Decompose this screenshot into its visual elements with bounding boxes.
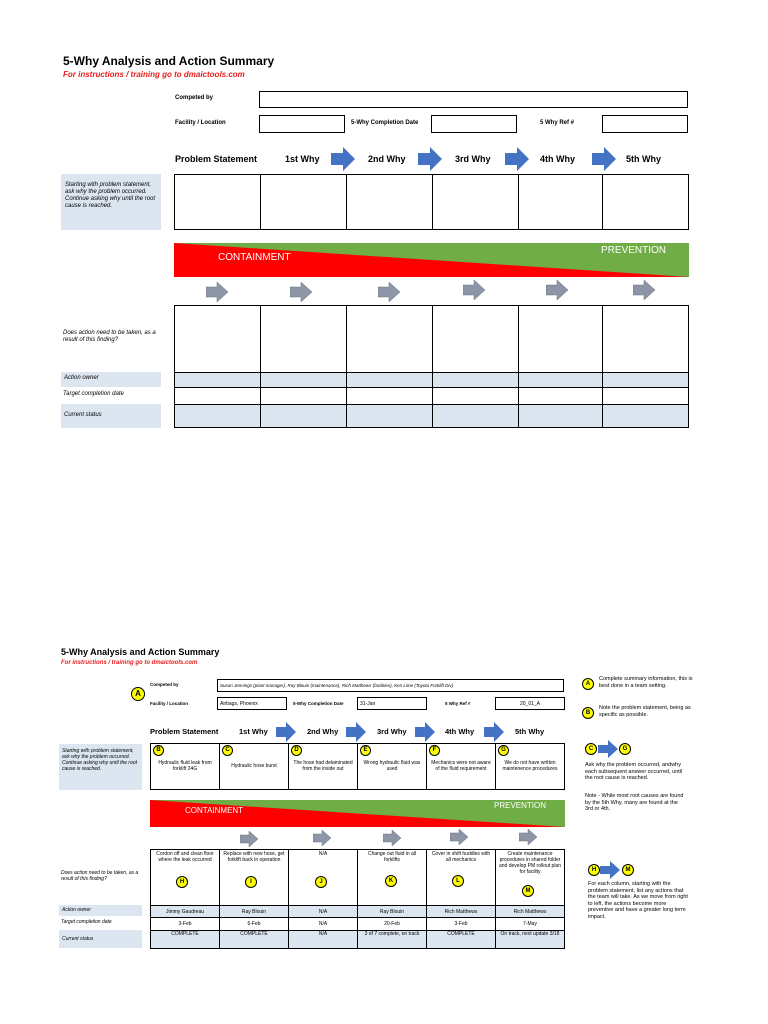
why-2-cell[interactable] (346, 174, 433, 230)
blue-arrow-icon (415, 722, 435, 742)
status-cell[interactable] (518, 404, 603, 428)
blue-arrow-icon (598, 740, 618, 758)
marker-h: H (176, 876, 188, 888)
why-text: The hose had delaminated from the inside out (293, 760, 353, 772)
owner-cell[interactable]: Rich Matthews (495, 905, 565, 918)
why-text: Hydraulic hose burst (231, 763, 277, 769)
action-cell-1[interactable] (174, 305, 261, 373)
example-ref-label: 5 Why Ref # (445, 701, 471, 706)
marker-j: J (315, 876, 327, 888)
note-marker-c: C (585, 743, 597, 755)
date-cell[interactable]: 7-May (495, 917, 565, 931)
note-marker-g: G (619, 743, 631, 755)
marker-d: D (291, 745, 302, 756)
header-problem-statement: Problem Statement (175, 154, 258, 164)
completion-date-label: 5-Why Completion Date (351, 120, 419, 126)
example-header-problem-statement: Problem Statement (150, 727, 219, 736)
date-cell[interactable] (174, 387, 261, 405)
problem-instructions: Starting with problem statement, ask why the problem occurred. Continue asking why until the root cause is reached. (61, 174, 161, 230)
example-completion-date-field[interactable]: 31-Jan (357, 697, 427, 710)
page-title: 5-Why Analysis and Action Summary (63, 54, 275, 68)
blue-arrow-icon (600, 861, 620, 879)
action-text: Change out fluid in all forklifts (367, 851, 417, 863)
example-prevention-label: PREVENTION (494, 801, 547, 810)
owner-cell[interactable] (432, 372, 519, 388)
owner-cell[interactable] (518, 372, 603, 388)
blue-arrow-icon (592, 147, 616, 171)
owner-cell[interactable]: N/A (288, 905, 358, 918)
why-text: We do not have written maintenence procedures (502, 760, 558, 772)
example-action-owner-label: Action owner (59, 905, 142, 916)
action-question: Does action need to be taken, as a result of this finding? (63, 330, 156, 343)
example-action-cell-6[interactable] (495, 849, 565, 906)
owner-cell[interactable]: Jimmy Gaudreau (150, 905, 220, 918)
date-cell[interactable] (518, 387, 603, 405)
action-cell-5[interactable] (518, 305, 603, 373)
marker-i: I (245, 876, 257, 888)
marker-b: B (153, 745, 164, 756)
marker-m: M (522, 885, 534, 897)
status-cell[interactable] (346, 404, 433, 428)
note-hm: For each column, starting with the problem statement, list any actions that the team will take. As we move from right to left, the actions become more preventive and have a greater long term impact. (588, 881, 688, 920)
owner-cell[interactable]: Ray Blouin (357, 905, 427, 918)
status-cell[interactable] (602, 404, 689, 428)
example-current-status-label: Current status (59, 930, 142, 948)
date-cell[interactable] (260, 387, 347, 405)
note-a: Complete summary information, this is best done in a team setting. (599, 676, 693, 689)
action-text: N/A (318, 851, 328, 857)
owner-cell[interactable]: Rich Matthews (426, 905, 496, 918)
owner-cell[interactable]: Ray Blouin (219, 905, 289, 918)
example-completed-by-field[interactable]: Susan Jennings (plant manager), Ray Blouin (maintenance), Rich Matthews (facilities), Ken Lime (Toyota Forklift Div) (217, 679, 564, 692)
gray-arrow-icon (383, 830, 401, 846)
gray-arrow-icon (633, 280, 655, 300)
header-5th-why: 5th Why (626, 154, 661, 164)
date-cell[interactable]: 20-Feb (357, 917, 427, 931)
status-cell[interactable]: N/A (288, 930, 358, 949)
date-cell[interactable] (346, 387, 433, 405)
example-facility-field[interactable]: Airbags, Phoenix (217, 697, 287, 710)
why-text: Mechanics were not aware of the fluid requirement (431, 760, 491, 772)
gray-arrow-icon (313, 830, 331, 846)
gray-arrow-icon (378, 282, 400, 302)
status-cell[interactable] (174, 404, 261, 428)
date-cell[interactable] (432, 387, 519, 405)
date-cell[interactable]: 6-Feb (219, 917, 289, 931)
header-3rd-why: 3rd Why (455, 154, 491, 164)
header-1st-why: 1st Why (285, 154, 320, 164)
containment-label: CONTAINMENT (218, 252, 291, 263)
gray-arrow-icon (463, 280, 485, 300)
example-problem-instructions: Starting with problem statement, ask why the problem occurred. Continue asking why until the root cause is reached. (59, 744, 142, 790)
date-cell[interactable] (602, 387, 689, 405)
note-cg: Ask why the problem occurred, andwhy each subsequent answer occurred, until the root cause is reached. (585, 762, 683, 781)
why-1-cell[interactable] (260, 174, 347, 230)
blue-arrow-icon (346, 722, 366, 742)
marker-c: C (222, 745, 233, 756)
action-cell-3[interactable] (346, 305, 433, 373)
prevention-label: PREVENTION (601, 245, 667, 256)
note-marker-h: H (588, 864, 600, 876)
why-4-cell[interactable] (518, 174, 603, 230)
status-cell[interactable] (260, 404, 347, 428)
blue-arrow-icon (484, 722, 504, 742)
blue-arrow-icon (276, 722, 296, 742)
note-marker-b: B (582, 707, 594, 719)
gray-arrow-icon (519, 829, 537, 845)
current-status-label: Current status (61, 404, 161, 428)
note-marker-m: M (622, 864, 634, 876)
action-owner-label: Action owner (61, 372, 161, 387)
status-cell[interactable]: On track, next update 3/18 (495, 930, 565, 949)
problem-statement-cell[interactable] (174, 174, 261, 230)
gray-arrow-icon (290, 282, 312, 302)
instructions-link[interactable]: For instructions / training go to dmaictools.com (63, 70, 245, 79)
gray-arrow-icon (450, 829, 468, 845)
gray-arrow-icon (206, 282, 228, 302)
completion-date-field[interactable] (431, 115, 517, 133)
status-cell[interactable]: COMPLETE (426, 930, 496, 949)
action-cell-4[interactable] (432, 305, 519, 373)
ref-label: 5 Why Ref # (540, 120, 575, 126)
action-text: Cordon off and clean floor where the leak occurred (156, 851, 214, 863)
example-title: 5-Why Analysis and Action Summary (61, 647, 220, 657)
marker-k: K (385, 875, 397, 887)
note-marker-a: A (582, 678, 594, 690)
example-header-2nd-why: 2nd Why (307, 727, 339, 736)
example-target-date-label: Target completion date (61, 919, 112, 925)
example-header-4th-why: 4th Why (445, 727, 475, 736)
blue-arrow-icon (418, 147, 442, 171)
example-facility-label: Facility / Location (150, 701, 189, 706)
status-cell[interactable] (432, 404, 519, 428)
date-cell[interactable]: N/A (288, 917, 358, 931)
action-cell-2[interactable] (260, 305, 347, 373)
date-cell[interactable]: 3-Feb (150, 917, 220, 931)
status-cell[interactable]: 3 of 7 complete, on track (357, 930, 427, 949)
target-date-label: Target completion date (63, 391, 124, 397)
marker-e: E (360, 745, 371, 756)
blue-arrow-icon (331, 147, 355, 171)
action-text: Replace with new hose, get forklift back in operation (223, 851, 285, 863)
example-header-1st-why: 1st Why (239, 727, 268, 736)
action-cell-6[interactable] (602, 305, 689, 373)
example-action-question: Does action need to be taken, as a result of this finding? (61, 870, 139, 882)
marker-g: G (498, 745, 509, 756)
action-text: Cover in shift huddles with all mechanics (431, 851, 491, 863)
completed-by-field[interactable] (259, 91, 688, 108)
completed-by-label: Competed by (175, 95, 214, 101)
status-cell[interactable]: COMPLETE (150, 930, 220, 949)
why-text: Hydraulic fluid leak from forklift 24G (158, 760, 212, 772)
owner-cell[interactable] (260, 372, 347, 388)
header-2nd-why: 2nd Why (368, 154, 406, 164)
why-5-cell[interactable] (602, 174, 689, 230)
ref-field[interactable] (602, 115, 688, 133)
owner-cell[interactable] (346, 372, 433, 388)
example-completed-by-label: Competed by (150, 682, 179, 687)
owner-cell[interactable] (174, 372, 261, 388)
header-4th-why: 4th Why (540, 154, 575, 164)
marker-f: F (429, 745, 440, 756)
note-cg2: Note - While most root causes are found by the 5th Why, many are found at the 3rd or 4th. (585, 793, 684, 812)
owner-cell[interactable] (602, 372, 689, 388)
note-b: Note the problem statement, being as specific as possible. (599, 705, 691, 718)
gray-arrow-icon (240, 831, 258, 847)
why-text: Wrong hydraulic fluid was used (363, 760, 421, 772)
example-completion-date-label: 5-Why Completion Date (293, 701, 344, 706)
example-ref-field[interactable]: 20_01_A (495, 697, 565, 710)
date-cell[interactable]: 3-Feb (426, 917, 496, 931)
marker-l: L (452, 875, 464, 887)
example-instructions-link[interactable]: For instructions / training go to dmaictools.com (61, 660, 198, 666)
marker-a: A (131, 687, 145, 701)
action-text: Create maintenance procedures in shared folder and develop PM rollout plan for facility (499, 851, 561, 875)
facility-label: Facility / Location (175, 120, 226, 126)
facility-field[interactable] (259, 115, 345, 133)
gray-arrow-icon (546, 280, 568, 300)
status-cell[interactable]: COMPLETE (219, 930, 289, 949)
example-header-3rd-why: 3rd Why (377, 727, 407, 736)
blue-arrow-icon (505, 147, 529, 171)
example-header-5th-why: 5th Why (515, 727, 545, 736)
example-containment-label: CONTAINMENT (185, 806, 244, 815)
why-3-cell[interactable] (432, 174, 519, 230)
